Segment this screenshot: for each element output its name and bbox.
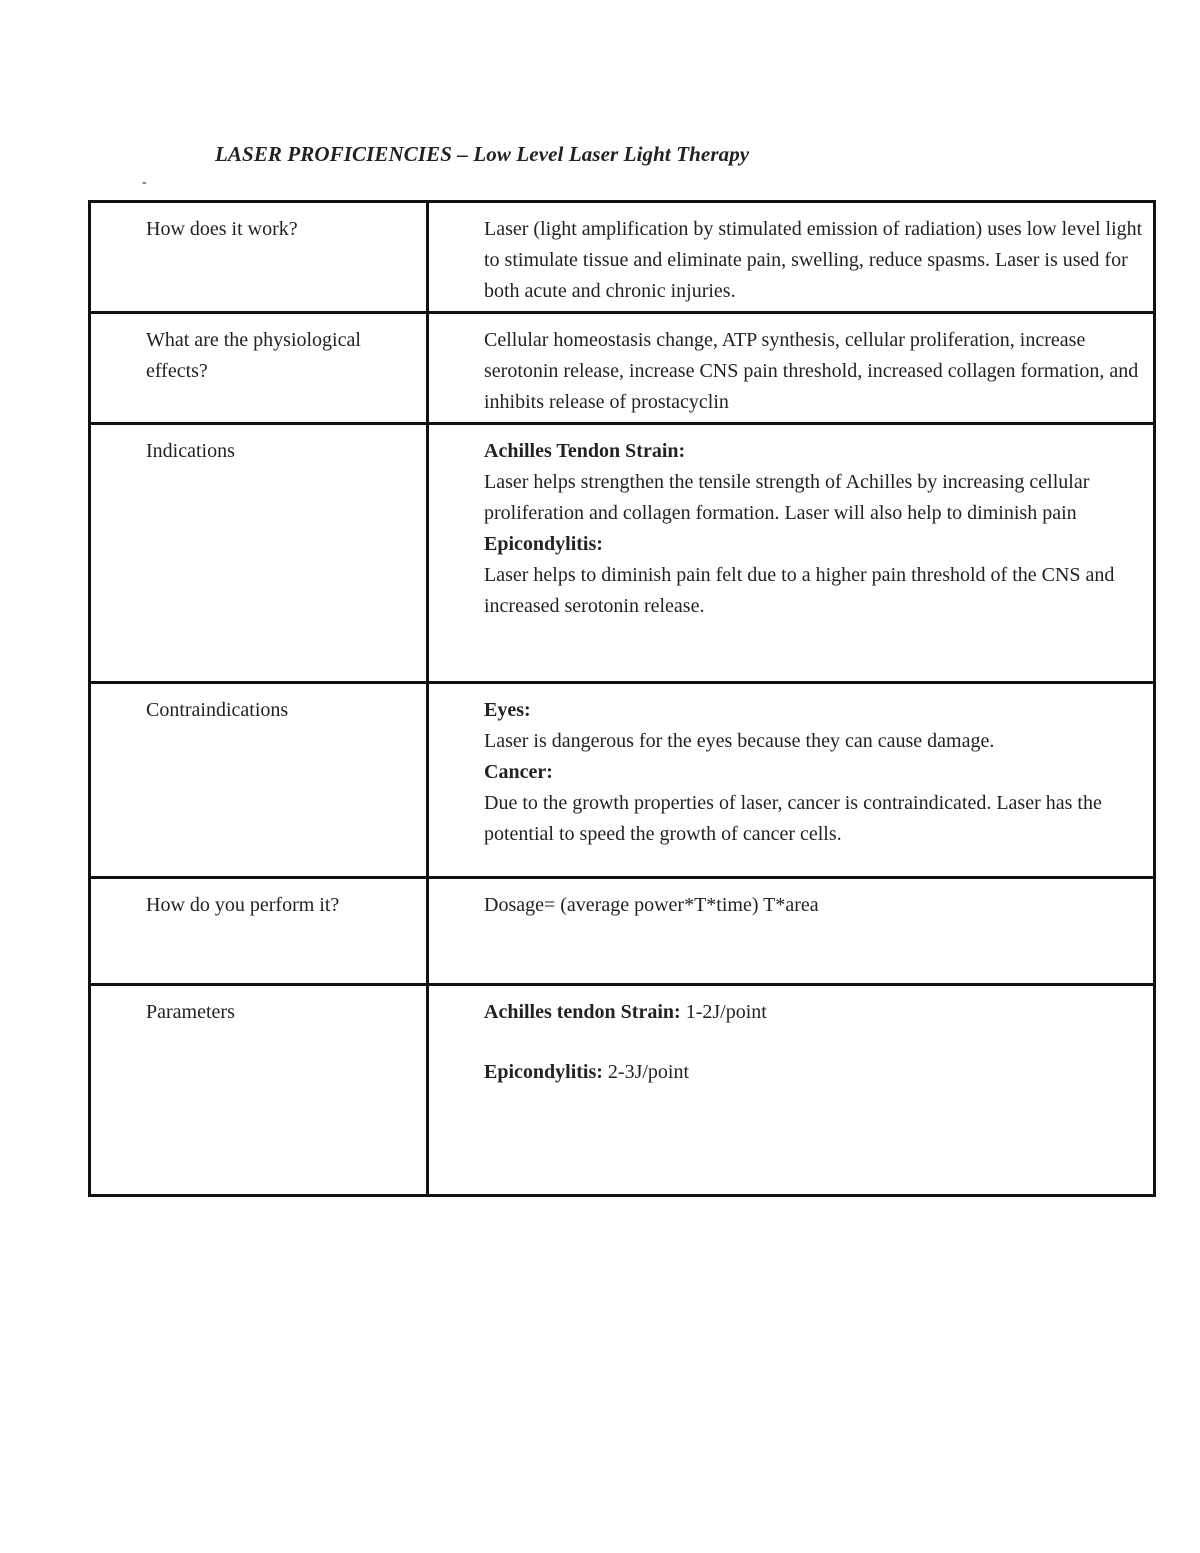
question-cell: What are the physiological effects? <box>90 313 428 424</box>
parameter-line <box>484 1057 1143 1088</box>
parameter-heading: Achilles tendon Strain: <box>484 1001 681 1023</box>
dash-mark: - <box>142 175 147 190</box>
table-row <box>90 313 1155 424</box>
question-cell: Indications <box>90 424 428 683</box>
contraindication-heading: Eyes: <box>484 699 531 721</box>
parameter-line <box>484 997 1143 1028</box>
contraindication-text: Due to the growth properties of laser, cancer is contraindicated. Laser has the potential to speed the growth of cancer cells. <box>484 792 1102 845</box>
answer-cell: Cellular homeostasis change, ATP synthesis, cellular proliferation, increase serotonin release, increase CNS pain threshold, increased collagen formation, and inhibits release of prostacyclin <box>428 313 1155 424</box>
answer-cell <box>428 683 1155 878</box>
laser-proficiencies-table <box>88 200 1156 1197</box>
table-row <box>90 683 1155 878</box>
indication-text: Laser helps strengthen the tensile strength of Achilles by increasing cellular proliferation and collagen formation. Laser will also help to diminish pain <box>484 471 1090 524</box>
question-cell: How does it work? <box>90 202 428 313</box>
answer-cell <box>428 424 1155 683</box>
contraindication-heading: Cancer: <box>484 761 553 783</box>
parameter-value: 2-3J/point <box>607 1061 690 1083</box>
parameter-heading: Epicondylitis: <box>484 1061 603 1083</box>
question-cell: Parameters <box>90 985 428 1196</box>
table-row <box>90 878 1155 985</box>
document-title: LASER PROFICIENCIES – Low Level Laser Light Therapy <box>215 142 750 166</box>
parameter-value: 1-2J/point <box>685 1001 767 1023</box>
indication-text: Laser helps to diminish pain felt due to a higher pain threshold of the CNS and increased serotonin release. <box>484 564 1115 617</box>
contraindication-text: Laser is dangerous for the eyes because they can cause damage. <box>484 730 995 752</box>
indication-heading: Epicondylitis: <box>484 533 603 555</box>
question-cell: How do you perform it? <box>90 878 428 985</box>
table-row <box>90 202 1155 313</box>
blank-line <box>484 1028 1143 1057</box>
answer-cell: Dosage= (average power*T*time) T*area <box>428 878 1155 985</box>
indication-heading: Achilles Tendon Strain: <box>484 440 686 462</box>
answer-cell: Laser (light amplification by stimulated emission of radiation) uses low level light to stimulate tissue and eliminate pain, swelling, reduce spasms. Laser is used for both acute and chronic injuries. <box>428 202 1155 313</box>
table-row <box>90 985 1155 1196</box>
question-cell: Contraindications <box>90 683 428 878</box>
answer-cell <box>428 985 1155 1196</box>
table-row <box>90 424 1155 683</box>
